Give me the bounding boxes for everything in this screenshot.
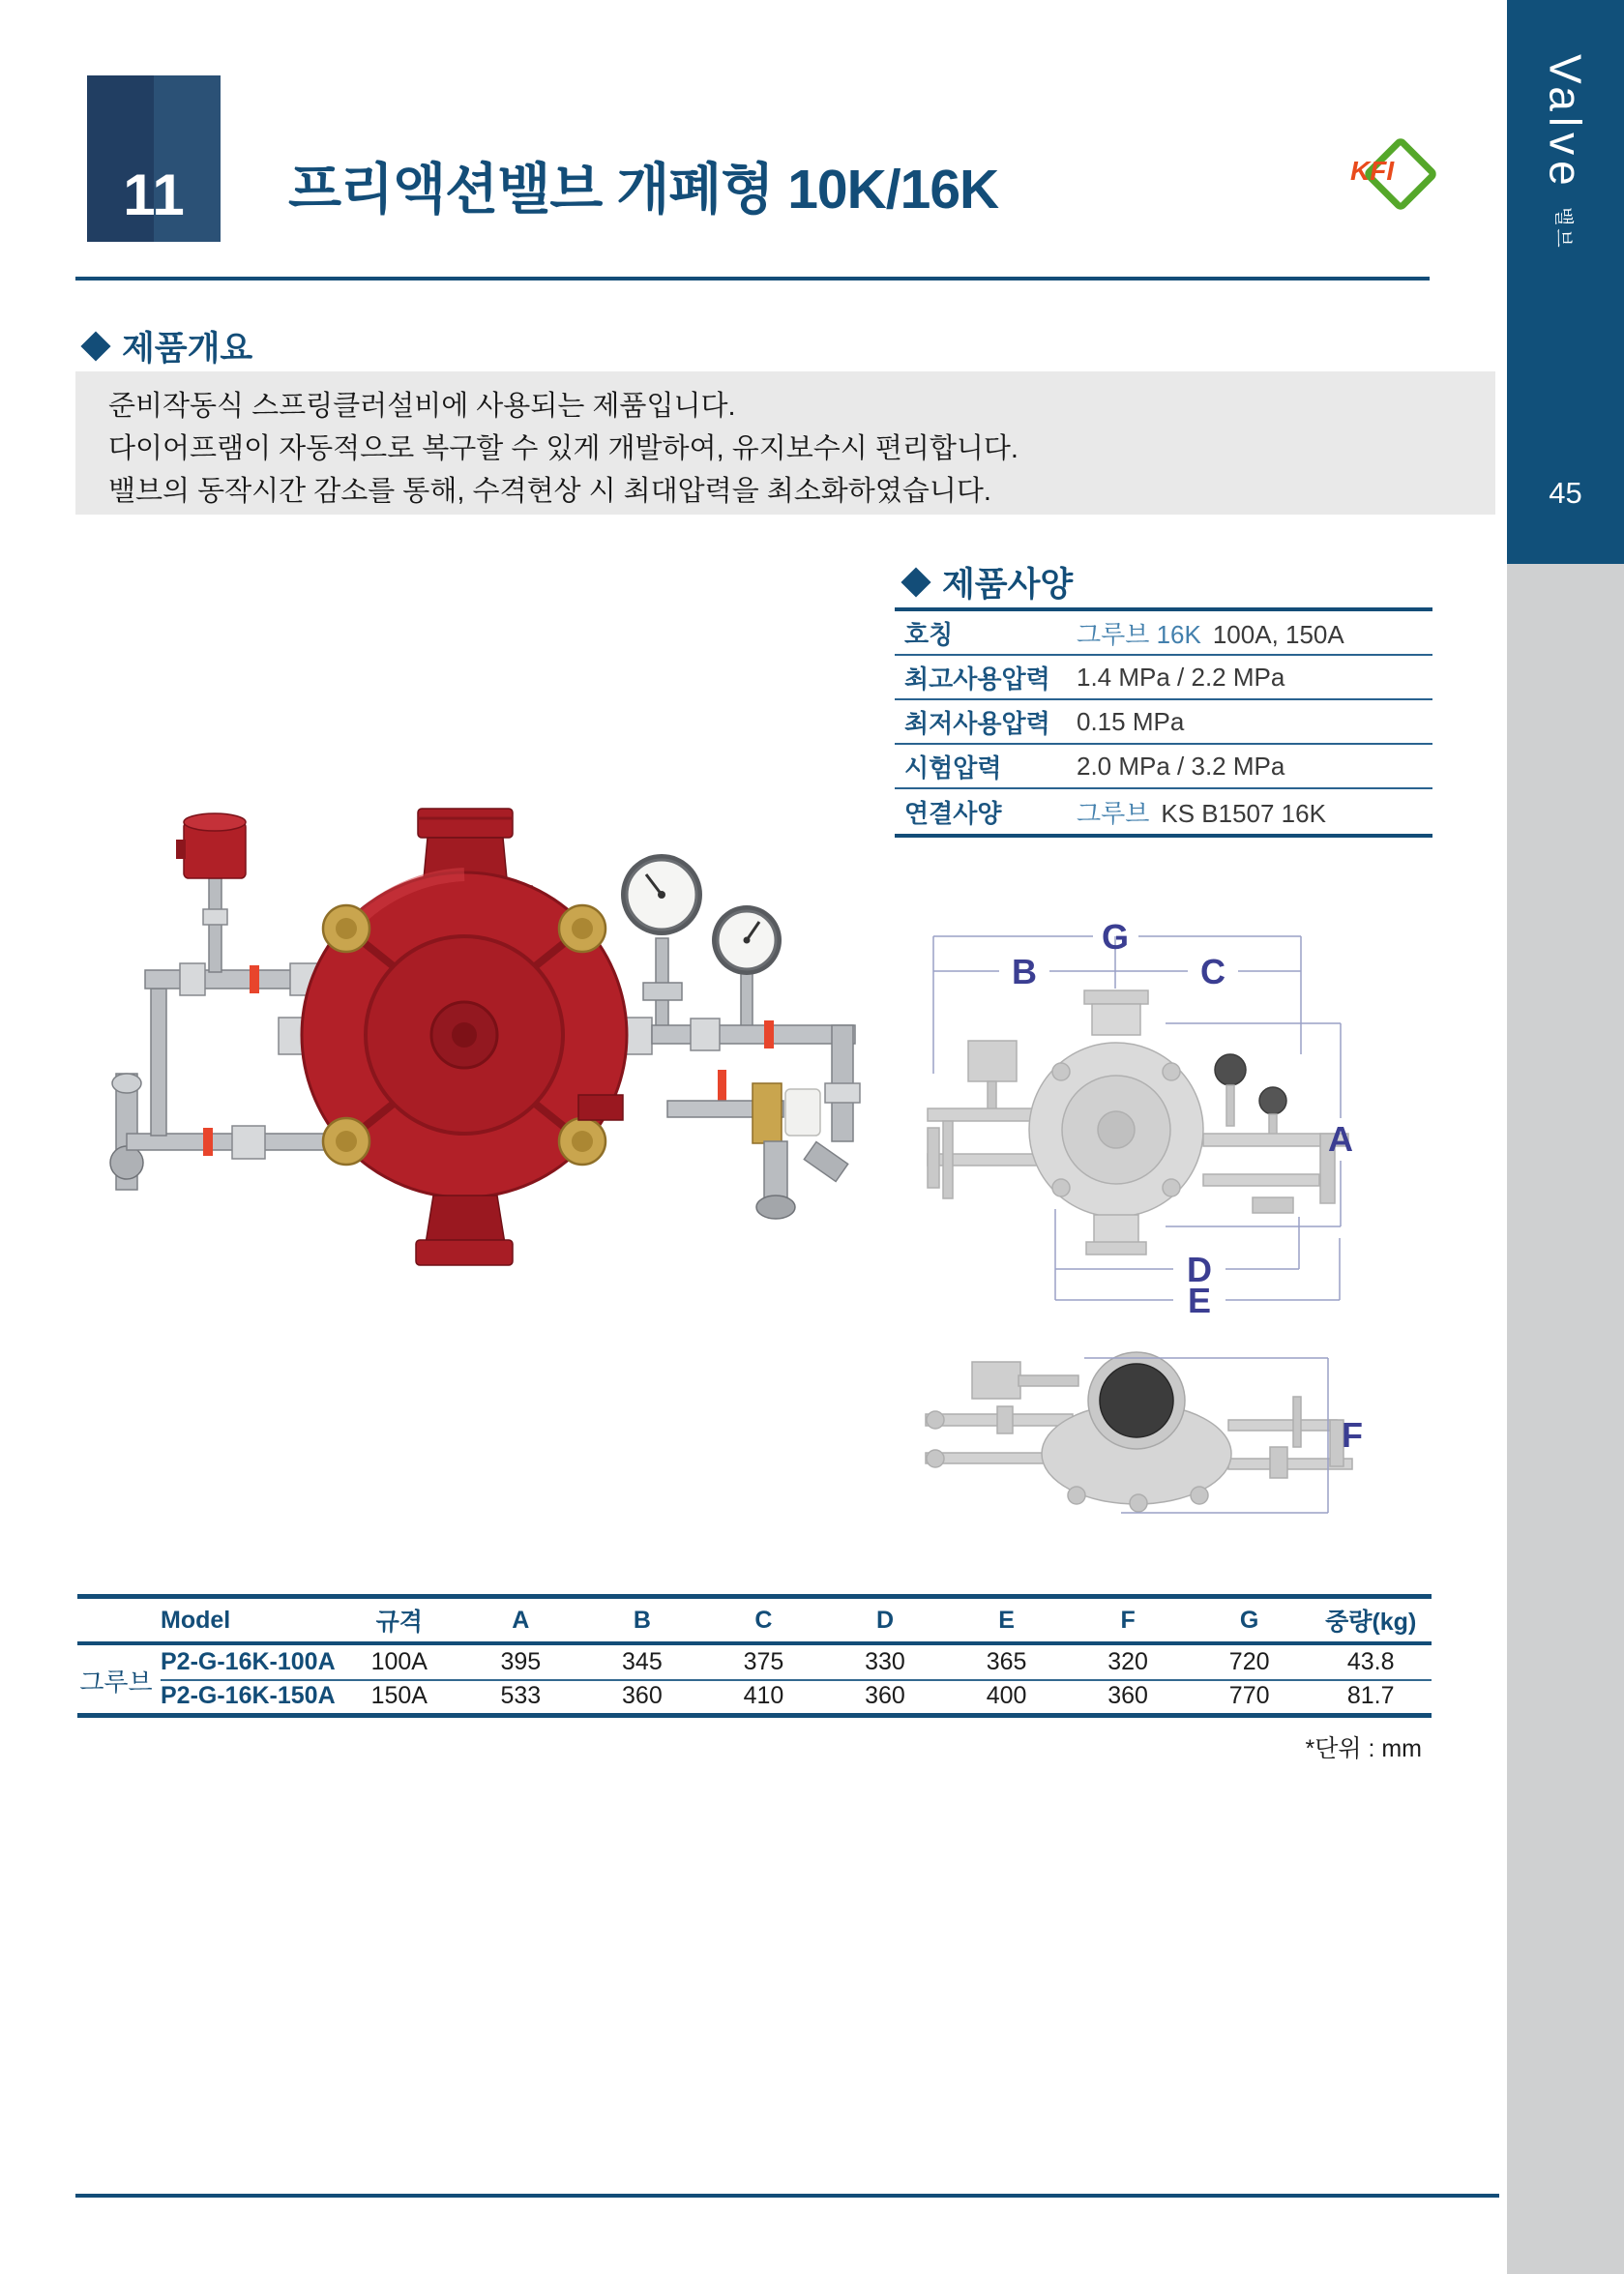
overview-heading-label: 제품개요 (122, 330, 253, 368)
dim-label-g: G (1101, 919, 1130, 957)
value-cell: 365 (986, 1648, 1027, 1675)
diamond-bullet-icon (80, 331, 110, 361)
header-cell: F (1120, 1606, 1136, 1634)
spec-value: 0.15 MPa (1077, 706, 1185, 736)
overview-line: 준비작동식 스프링클러설비에 사용되는 제품입니다. (108, 391, 736, 422)
alarm-switch (176, 813, 246, 972)
spec-row (895, 789, 1432, 834)
value-cell: 100A (370, 1648, 428, 1675)
header-cell: G (1239, 1606, 1259, 1634)
header-cell: 규격 (375, 1609, 423, 1636)
value-cell: 360 (622, 1682, 663, 1709)
specs-heading-label: 제품사양 (942, 566, 1074, 604)
value-cell: 43.8 (1346, 1648, 1395, 1675)
spec-value: 그루브 KS B1507 16K (1077, 798, 1326, 828)
chapter-number-box (87, 75, 221, 242)
spec-label: 시험압력 (904, 753, 1002, 783)
chapter-number: 11 (123, 162, 185, 227)
spec-row (895, 700, 1432, 745)
header-cell: A (512, 1606, 530, 1634)
table-row (77, 1679, 1432, 1713)
dim-label-c: C (1200, 952, 1225, 991)
sidebar-gray-band (1507, 564, 1624, 2274)
value-cell: 360 (1107, 1682, 1148, 1709)
value-cell: 320 (1107, 1648, 1148, 1675)
overview-line: 다이어프램이 자동적으로 복구할 수 있게 개발하여, 유지보수시 편리합니다. (108, 433, 1019, 464)
sidebar-vertical-text (1507, 54, 1624, 250)
header-divider (75, 277, 1430, 281)
dim-label-a: A (1328, 1119, 1353, 1159)
value-cell: 400 (986, 1682, 1027, 1709)
header-cell: C (754, 1606, 773, 1634)
value-cell: 375 (743, 1648, 784, 1675)
table-row (77, 1645, 1432, 1679)
value-cell: 720 (1228, 1648, 1270, 1675)
sidebar-category-title: Valve (1540, 54, 1591, 192)
sidebar-category-tab (1507, 0, 1624, 564)
spec-label: 연결사양 (904, 798, 1002, 828)
spec-row (895, 656, 1432, 700)
spec-label: 최고사용압력 (904, 664, 1050, 694)
dim-label-f: F (1342, 1415, 1363, 1455)
dimension-diagram-front (914, 919, 1369, 1320)
header-cell: E (998, 1606, 1015, 1634)
product-photo-red-valve (87, 793, 890, 1277)
gray-valve-front (928, 990, 1348, 1255)
overview-heading (85, 322, 252, 370)
header-cell: Model (161, 1606, 231, 1634)
spec-row (895, 611, 1432, 656)
spec-row (895, 745, 1432, 789)
diamond-bullet-icon (901, 567, 930, 597)
dim-label-e: E (1187, 1281, 1212, 1320)
valve-body (279, 809, 652, 1265)
dimension-diagram-top (914, 1343, 1373, 1550)
page-number: 45 (1549, 476, 1582, 510)
unit-note: *단위 : mm (1305, 1735, 1422, 1762)
value-cell: 395 (500, 1648, 542, 1675)
spec-label: 호칭 (904, 619, 954, 649)
dimension-table (77, 1594, 1432, 1718)
value-cell: 81.7 (1346, 1682, 1395, 1709)
row-divider (161, 1679, 1432, 1681)
dimension-table-header (77, 1599, 1432, 1645)
value-cell: 770 (1228, 1682, 1270, 1709)
dim-label-b: B (1012, 952, 1037, 991)
overview-description-box (75, 371, 1495, 515)
header-cell: B (633, 1606, 651, 1634)
value-cell: 533 (500, 1682, 542, 1709)
value-cell: 150A (370, 1682, 428, 1709)
footer-divider (75, 2194, 1499, 2198)
model-cell: P2-G-16K-100A (161, 1648, 336, 1675)
spec-value: 그루브 16K 100A, 150A (1077, 619, 1344, 649)
spec-label: 최저사용압력 (904, 708, 1050, 738)
dimension-table-body (77, 1645, 1432, 1713)
overview-line: 밸브의 동작시간 감소를 통해, 수격현상 시 최대압력을 최소화하였습니다. (108, 476, 991, 507)
page-title: 프리액션밸브 개폐형 10K/16K (288, 159, 999, 221)
gray-valve-top (926, 1352, 1352, 1512)
spec-table (895, 607, 1432, 838)
dim-label-d: D (1187, 1250, 1212, 1289)
value-cell: 345 (622, 1648, 663, 1675)
value-cell: 330 (865, 1648, 905, 1675)
value-cell: 360 (865, 1682, 905, 1709)
specs-heading (905, 558, 1073, 606)
header-cell: D (875, 1606, 895, 1634)
kfi-certification-logo (1350, 135, 1420, 205)
header-cell: 중량(kg) (1325, 1609, 1417, 1636)
spec-value: 1.4 MPa / 2.2 MPa (1077, 662, 1285, 692)
group-label: 그루브 (79, 1667, 153, 1697)
model-cell: P2-G-16K-150A (161, 1682, 336, 1709)
kfi-logo-text: KFI (1350, 156, 1395, 186)
right-piping (621, 854, 860, 1219)
value-cell: 410 (743, 1682, 784, 1709)
sidebar-category-subtitle: 밸브 (1552, 206, 1574, 251)
spec-value: 2.0 MPa / 3.2 MPa (1077, 751, 1285, 781)
